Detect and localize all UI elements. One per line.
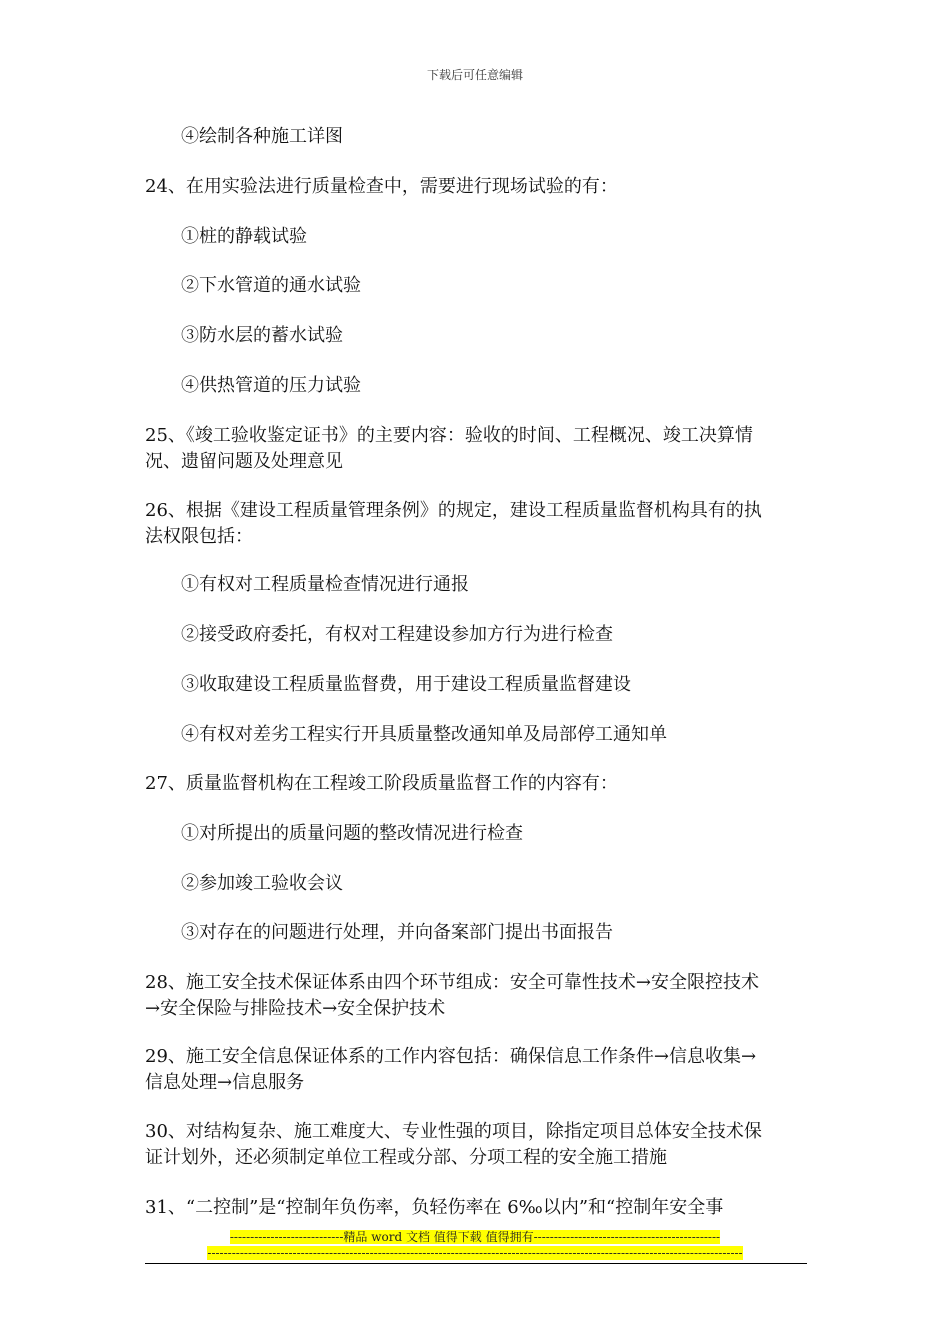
list-item: ①有权对工程质量检查情况进行通报 [181,574,469,595]
question-31-line1: 31、“二控制”是“控制年负伤率，负轻伤率在 6‰以内”和“控制年安全事 [145,1197,724,1218]
question-26-line1: 26、根据《建设工程质量管理条例》的规定，建设工程质量监督机构具有的执 [145,500,762,521]
footer-divider [145,1263,807,1264]
question-27: 27、质量监督机构在工程竣工阶段质量监督工作的内容有： [145,773,618,794]
footer-banner-text: ----------------------------精品 word 文档 值得下载 值得拥有---------------------------------------------- [229,1230,721,1244]
question-24: 24、在用实验法进行质量检查中，需要进行现场试验的有： [145,176,618,197]
list-item: ②参加竣工验收会议 [181,873,343,894]
question-25-line2: 况、遗留问题及处理意见 [145,451,343,472]
footer-banner-dashes: ------------------------------------------------------------------------------------------------------------------------------------ [207,1246,743,1260]
list-item: ②接受政府委托，有权对工程建设参加方行为进行检查 [181,624,613,645]
page-header: 下载后可任意编辑 [426,68,523,82]
footer-banner-line1 [0,1229,950,1245]
question-26-line2: 法权限包括： [145,526,253,547]
question-29-line1: 29、施工安全信息保证体系的工作内容包括：确保信息工作条件→信息收集→ [145,1046,757,1067]
footer-banner-line2 [0,1245,950,1261]
list-item: ③防水层的蓄水试验 [181,325,343,346]
list-item: ①对所提出的质量问题的整改情况进行检查 [181,823,523,844]
list-item: ①桩的静载试验 [181,226,307,247]
list-item: ④绘制各种施工详图 [181,126,343,147]
question-28-line2: →安全保险与排险技术→安全保护技术 [145,998,446,1019]
list-item: ②下水管道的通水试验 [181,275,361,296]
question-30-line1: 30、对结构复杂、施工难度大、专业性强的项目，除指定项目总体安全技术保 [145,1121,762,1142]
question-25-line1: 25、《竣工验收鉴定证书》的主要内容：验收的时间、工程概况、竣工决算情 [145,425,753,446]
question-30-line2: 证计划外，还必须制定单位工程或分部、分项工程的安全施工措施 [145,1147,667,1168]
list-item: ④有权对差劣工程实行开具质量整改通知单及局部停工通知单 [181,724,667,745]
list-item: ④供热管道的压力试验 [181,375,361,396]
question-29-line2: 信息处理→信息服务 [145,1072,305,1093]
list-item: ③对存在的问题进行处理，并向备案部门提出书面报告 [181,922,613,943]
question-28-line1: 28、施工安全技术保证体系由四个环节组成：安全可靠性技术→安全限控技术 [145,972,759,993]
list-item: ③收取建设工程质量监督费，用于建设工程质量监督建设 [181,674,631,695]
